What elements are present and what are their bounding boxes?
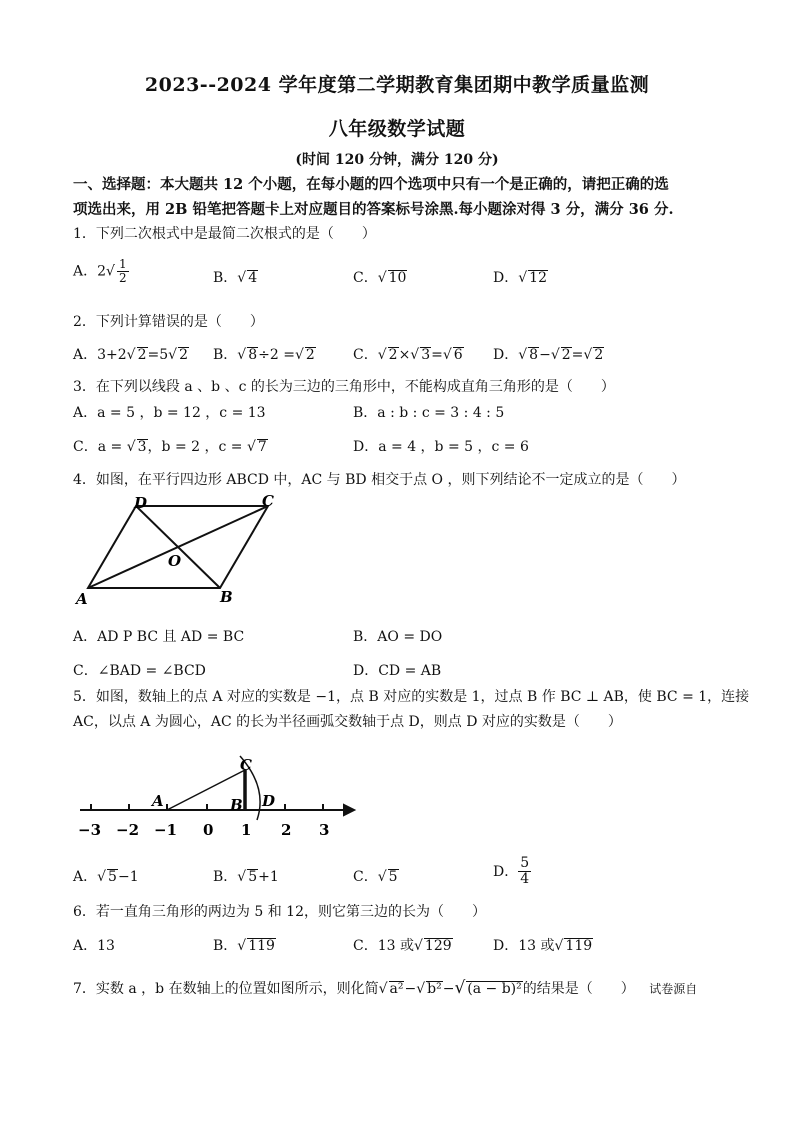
q5-option-d: D． $\frac{5}{4}$ xyxy=(493,855,530,888)
point-label-c: C xyxy=(240,756,252,774)
q4-option-c: C．∠BAD = ∠BCD xyxy=(73,663,206,679)
q4-stem: 4．如图，在平行四边形 ABCD 中，AC 与 BD 相交于点 O ，则下列结论不一定成立的是（ ） xyxy=(73,472,686,488)
exam-title: 2023--2024 学年度第二学期教育集团期中教学质量监测 xyxy=(144,74,650,96)
vertex-label-a: A xyxy=(76,590,88,608)
parallelogram-figure xyxy=(70,490,290,610)
q3-stem: 3．在下列以线段 a 、b 、c 的长为三边的三角形中，不能构成直角三角形的是（ ） xyxy=(73,379,615,395)
q2-option-b: B．√ 8÷2 =√ 2 xyxy=(213,347,315,363)
q4-option-b: B．AO = DO xyxy=(353,629,443,645)
point-label-a: A xyxy=(152,792,164,810)
q6-stem: 6．若一直角三角形的两边为 5 和 12，则它第三边的长为（ ） xyxy=(73,904,486,920)
q2-option-c: C．√ 2×√ 3=√ 6 xyxy=(353,347,463,363)
tick-label-2: 2 xyxy=(281,821,292,839)
tick-label-1: 1 xyxy=(241,821,252,839)
q5-stem-line2: AC，以点 A 为圆心，AC 的长为半径画弧交数轴于点 D，则点 D 对应的实数是（ ） xyxy=(73,714,622,730)
q3-option-b: B．a : b : c = 3 : 4 : 5 xyxy=(353,405,505,421)
section-instruction-line1: 一、选择题：本大题共 12 个小题，在每小题的四个选项中只有一个是正确的，请把正确的选 xyxy=(73,176,669,193)
vertex-label-d: D xyxy=(134,494,148,512)
tick-label-neg2: −2 xyxy=(116,821,140,839)
q2-option-a: A．3+2√ 2=5√ 2 xyxy=(73,347,188,363)
q3-option-a: A．a = 5 ，b = 12 ，c = 13 xyxy=(73,405,266,421)
section-instruction-line2: 项选出来，用 2B 铅笔把答题卡上对应题目的答案标号涂黑.每小题涂对得 3 分，满分 36 分. xyxy=(73,201,674,218)
tick-label-neg1: −1 xyxy=(154,821,178,839)
vertex-label-c: C xyxy=(262,492,274,510)
q7-stem: 7．实数 a ，b 在数轴上的位置如图所示，则化简√ a²−√ b²−√ (a − b)²的结果是（ ） 试卷源自 xyxy=(73,978,698,998)
q5-option-a: A．√ 5−1 xyxy=(73,869,139,885)
q5-option-c: C．√ 5 xyxy=(353,869,398,885)
vertex-label-b: B xyxy=(220,588,233,606)
q5-option-b: B．√ 5+1 xyxy=(213,869,279,885)
q3-option-d: D．a = 4 ，b = 5 ，c = 6 xyxy=(353,439,529,455)
q4-option-d: D．CD = AB xyxy=(353,663,442,679)
q6-option-c: C．13 或√ 129 xyxy=(353,938,452,954)
q2-stem: 2．下列计算错误的是（ ） xyxy=(73,314,264,330)
tick-label-0: 0 xyxy=(203,821,214,839)
point-label-b: B xyxy=(230,796,243,814)
q6-option-a: A．13 xyxy=(73,938,115,954)
number-line-figure xyxy=(72,748,362,843)
center-label-o: O xyxy=(168,552,182,570)
q4-option-a: A．AD P BC 且 AD = BC xyxy=(73,629,245,645)
q2-option-d: D．√ 8−√ 2=√ 2 xyxy=(493,347,604,363)
point-label-d: D xyxy=(262,792,276,810)
time-note: (时间 120 分钟，满分 120 分) xyxy=(295,152,499,168)
q5-stem-line1: 5．如图，数轴上的点 A 对应的实数是 −1，点 B 对应的实数是 1，过点 B 作 BC ⊥ AB，使 BC = 1，连接 xyxy=(73,689,750,705)
source-watermark: 试卷源自 xyxy=(649,982,698,996)
q6-option-b: B．√ 119 xyxy=(213,938,275,954)
exam-subtitle: 八年级数学试题 xyxy=(328,118,466,140)
q1-option-d: D．√ 12 xyxy=(493,270,547,286)
q1-option-a: A．2√ $\frac{1}{2}$ xyxy=(73,257,127,286)
q6-option-d: D．13 或√ 119 xyxy=(493,938,593,954)
q1-stem: 1．下列二次根式中是最简二次根式的是（ ） xyxy=(73,226,376,242)
tick-label-3: 3 xyxy=(319,821,330,839)
q3-option-c: C．a = √ 3，b = 2 ，c = √ 7 xyxy=(73,439,267,455)
q1-option-c: C．√ 10 xyxy=(353,270,407,286)
tick-label-neg3: −3 xyxy=(78,821,102,839)
q1-option-b: B．√ 4 xyxy=(213,270,258,286)
